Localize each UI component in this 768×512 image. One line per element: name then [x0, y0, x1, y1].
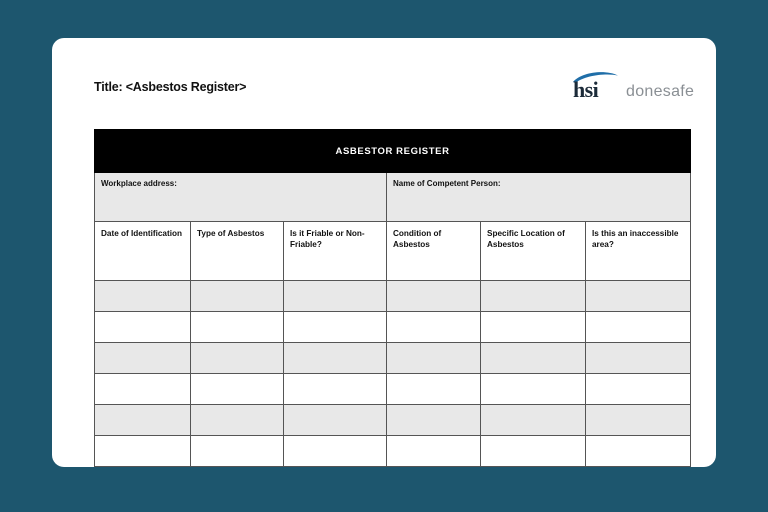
- table-cell[interactable]: [95, 405, 191, 436]
- workplace-address-field[interactable]: Workplace address:: [95, 173, 387, 222]
- table-cell[interactable]: [95, 281, 191, 312]
- column-header-type-of-asbestos: Type of Asbestos: [191, 222, 284, 281]
- table-cell[interactable]: [481, 343, 586, 374]
- column-header-friable-or-non-friable: Is it Friable or Non-Friable?: [284, 222, 387, 281]
- table-cell[interactable]: [481, 374, 586, 405]
- table-cell[interactable]: [586, 343, 691, 374]
- table-row: [95, 405, 691, 436]
- donesafe-wordmark: donesafe: [626, 83, 695, 100]
- asbestos-register-table: [94, 129, 691, 467]
- column-header-condition-of-asbestos: Condition of Asbestos: [387, 222, 481, 281]
- table-cell[interactable]: [481, 436, 586, 467]
- table-cell[interactable]: [191, 312, 284, 343]
- table-cell[interactable]: [387, 343, 481, 374]
- table-cell[interactable]: [95, 312, 191, 343]
- table-cell[interactable]: [586, 312, 691, 343]
- competent-person-field[interactable]: Name of Competent Person:: [387, 173, 691, 222]
- brand-logo: [572, 70, 695, 110]
- table-cell[interactable]: [481, 405, 586, 436]
- table-header-row: [95, 222, 691, 281]
- table-cell[interactable]: [387, 436, 481, 467]
- table-cell[interactable]: [191, 281, 284, 312]
- table-row: [95, 436, 691, 467]
- table-cell[interactable]: [387, 374, 481, 405]
- table-cell[interactable]: [284, 281, 387, 312]
- table-cell[interactable]: [284, 374, 387, 405]
- column-header-date-of-identification: Date of Identification: [95, 222, 191, 281]
- table-cell[interactable]: [191, 343, 284, 374]
- table-cell[interactable]: [95, 343, 191, 374]
- table-cell[interactable]: [284, 312, 387, 343]
- table-cell[interactable]: [387, 281, 481, 312]
- table-cell[interactable]: [481, 312, 586, 343]
- table-cell[interactable]: [586, 281, 691, 312]
- table-cell[interactable]: [586, 405, 691, 436]
- table-cell[interactable]: [191, 436, 284, 467]
- hsi-logomark: [572, 70, 620, 106]
- table-row: [95, 343, 691, 374]
- table-cell[interactable]: [95, 374, 191, 405]
- table-row: [95, 374, 691, 405]
- table-row: [95, 281, 691, 312]
- hsi-wordmark: hsi: [573, 77, 599, 102]
- table-cell[interactable]: [284, 405, 387, 436]
- table-cell[interactable]: [191, 405, 284, 436]
- table-cell[interactable]: [586, 436, 691, 467]
- table-cell[interactable]: [191, 374, 284, 405]
- column-header-specific-location: Specific Location of Asbestos: [481, 222, 586, 281]
- table-cell[interactable]: [586, 374, 691, 405]
- table-cell[interactable]: [387, 405, 481, 436]
- table-banner-title: ASBESTOR REGISTER: [95, 130, 691, 173]
- table-row: [95, 312, 691, 343]
- document-card: [52, 38, 716, 467]
- table-cell[interactable]: [284, 343, 387, 374]
- document-header: [94, 70, 695, 130]
- page-title: Title: <Asbestos Register>: [94, 80, 247, 94]
- table-cell[interactable]: [387, 312, 481, 343]
- table-meta-row: [95, 173, 691, 222]
- table-cell[interactable]: [481, 281, 586, 312]
- table-cell[interactable]: [95, 436, 191, 467]
- table-banner-row: [95, 130, 691, 173]
- table-cell[interactable]: [284, 436, 387, 467]
- column-header-inaccessible-area: Is this an inaccessible area?: [586, 222, 691, 281]
